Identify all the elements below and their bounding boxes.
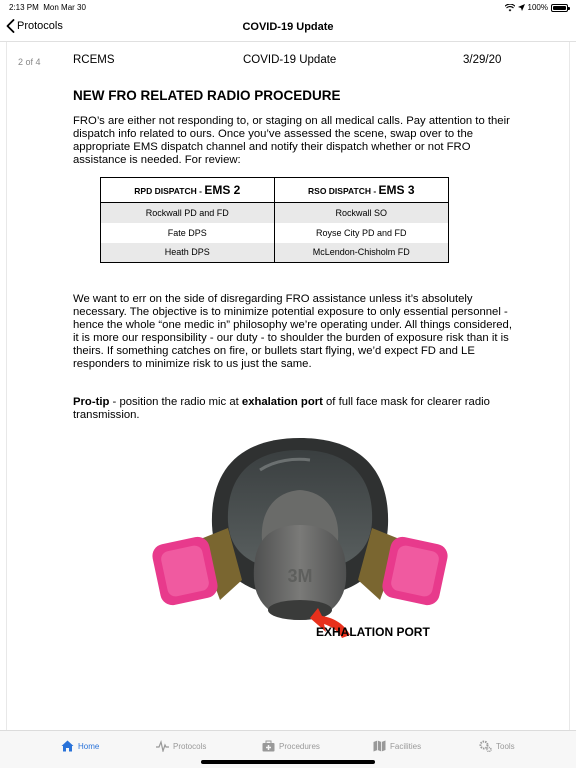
nav-title: COVID-19 Update xyxy=(242,21,334,33)
mask-brand-text: 3M xyxy=(287,566,313,586)
status-right xyxy=(505,3,568,12)
table-header-row xyxy=(101,178,449,203)
tab-tools[interactable] xyxy=(479,740,515,752)
tab-home-label: Home xyxy=(78,741,100,751)
navigation-bar xyxy=(0,14,576,42)
battery-percent: 100% xyxy=(527,3,548,12)
right-filter-cartridge xyxy=(358,528,450,607)
exhalation-port-label: EXHALATION PORT xyxy=(316,625,430,639)
home-icon xyxy=(61,740,74,752)
tab-protocols-label: Protocols xyxy=(173,741,207,751)
tab-protocols[interactable] xyxy=(156,740,206,752)
battery-icon xyxy=(551,4,568,12)
paragraph-intro: FRO’s are either not responding to, or staging on all medical calls. Pay attention to their dispatch info related to ours. Once you’ve assessed the scene, swap over to the appropriate EMS dispatch channel and notify their dispatch whether or not FRO assistance is needed. For review: xyxy=(73,115,510,166)
rpd-header-label: RPD DISPATCH - xyxy=(134,186,205,196)
doc-header-date: 3/29/20 xyxy=(463,54,502,66)
dispatch-table xyxy=(100,177,449,263)
rso-header-channel: EMS 3 xyxy=(378,183,415,197)
gears-icon xyxy=(479,740,492,752)
table-cell: McLendon-Chisholm FD xyxy=(274,243,448,263)
table-row xyxy=(101,203,449,223)
table-header-rpd xyxy=(101,178,275,203)
doc-header-title: COVID-19 Update xyxy=(243,54,337,66)
table-cell: Fate DPS xyxy=(101,223,275,243)
table-cell: Rockwall PD and FD xyxy=(101,203,275,223)
section-heading: NEW FRO RELATED RADIO PROCEDURE xyxy=(73,88,341,103)
paragraph-policy: We want to err on the side of disregarding FRO assistance unless it’s absolutely necessary. The objective is to minimize potential exposure to only essential personnel - hence the whole “one medic in” philosophy we’re operating under. All things considered, it is more our responsibility - our duty - to shoulder the burden of exposure risk than it is theirs. If something catches on fire, or bullets start flying, we’d expect FD and LE responders to minimize risk to us just the same. xyxy=(73,293,512,370)
table-row xyxy=(101,223,449,243)
clock-text: 2:13 PM xyxy=(9,3,39,12)
protip-emphasis: exhalation port xyxy=(241,396,323,408)
tab-facilities[interactable] xyxy=(373,740,421,752)
tab-procedures-label: Procedures xyxy=(279,741,320,751)
tab-procedures[interactable] xyxy=(262,740,320,752)
table-cell: Royse City PD and FD xyxy=(316,227,407,238)
heartbeat-icon xyxy=(156,740,169,752)
full-face-mask-image xyxy=(150,430,450,645)
protip-text: - position the radio mic at xyxy=(109,396,242,408)
table-header-rso xyxy=(274,178,448,203)
map-icon xyxy=(373,740,386,752)
location-icon xyxy=(518,4,525,11)
left-filter-cartridge xyxy=(150,528,242,607)
page-indicator: 2 of 4 xyxy=(18,57,41,67)
tab-home[interactable] xyxy=(61,740,99,752)
table-cell: Heath DPS xyxy=(101,243,275,263)
paragraph-protip xyxy=(73,396,513,422)
home-indicator[interactable] xyxy=(201,760,375,764)
table-row xyxy=(101,243,449,263)
status-time xyxy=(9,3,86,12)
tab-tools-label: Tools xyxy=(496,741,515,751)
protip-label: Pro-tip xyxy=(73,396,110,408)
date-text: Mon Mar 30 xyxy=(43,3,86,12)
back-button-label: Protocols xyxy=(17,20,63,32)
medkit-icon xyxy=(262,740,275,752)
protip-text-end: of full face mask for clearer radio transmission. xyxy=(73,396,490,421)
status-bar xyxy=(0,0,576,14)
rpd-header-channel: EMS 2 xyxy=(204,183,241,197)
doc-header-org: RCEMS xyxy=(73,54,115,66)
wifi-icon xyxy=(505,4,515,12)
tab-facilities-label: Facilities xyxy=(390,741,422,751)
table-cell: Rockwall SO xyxy=(274,203,448,223)
rso-header-label: RSO DISPATCH - xyxy=(308,186,379,196)
